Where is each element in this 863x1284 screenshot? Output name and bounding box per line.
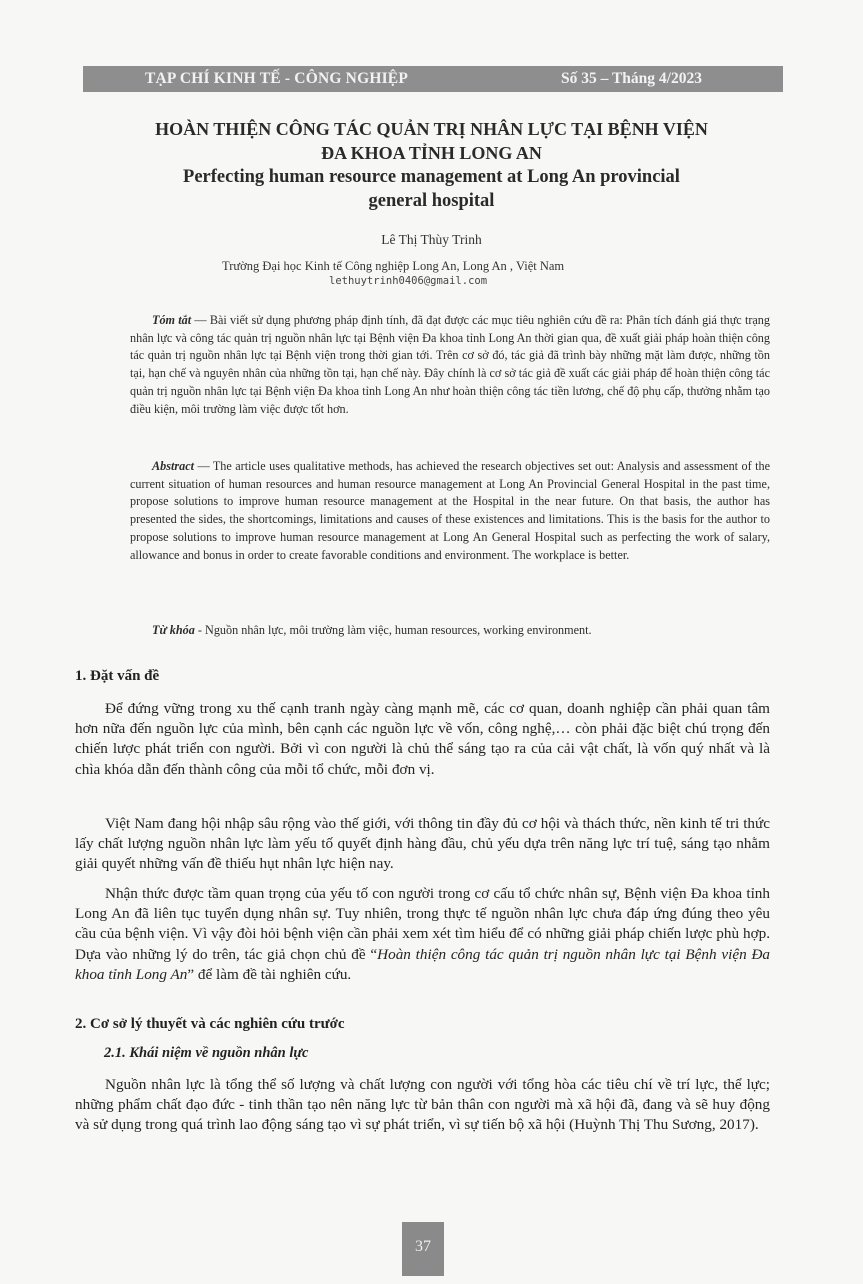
abstract-vn-text: — Bài viết sử dụng phương pháp định tính, đã đạt được các mục tiêu nghiên cứu đề ra: Phân tích đánh giá thực trạng nhân lực và công tác quản trị nguồn nhân lực tại Bệnh viện Đa khoa tỉnh Long An thời gian qua, đề xuất giải pháp hoàn thiện công tác quản trị nguồn nhân lực tại Bệnh viện trong thời gian tới. Trên cơ sở đó, tác giả đã trình bày những mặt làm được, những tồn tại, hạn chế và nguyên nhân của những tồn tại, hạn chế này. Đây chính là cơ sở tác giả đề xuất các giải pháp để hoàn thiện công tác quản trị nguồn nhân lực tại Bệnh viện Đa khoa tỉnh Long An như hoàn thiện công tác tiền lương, chế độ phụ cấp, thưởng nhằm tạo điều kiện, môi trường làm việc được tốt hơn. bbox=[130, 313, 770, 416]
section-1-p3-part-b: ” để làm đề tài nghiên cứu. bbox=[187, 965, 352, 983]
title-vn-line2: ĐA KHOA TỈNH LONG AN bbox=[321, 143, 542, 163]
title-vietnamese bbox=[60, 117, 803, 165]
keywords-label: Từ khóa bbox=[152, 623, 195, 637]
page-number-box bbox=[402, 1222, 444, 1276]
section-1-p3-topic: Hoàn thiện công tác quản trị nguồn nhân lực tại Bệnh viện Đa khoa tỉnh Long An bbox=[75, 945, 771, 983]
title-en-line2: general hospital bbox=[368, 191, 495, 211]
keywords bbox=[130, 622, 770, 640]
abstract-vn-label: Tóm tắt bbox=[152, 313, 192, 327]
journal-header-bar bbox=[83, 66, 783, 92]
journal-name: TẠP CHÍ KINH TẾ - CÔNG NGHIỆP bbox=[145, 70, 409, 87]
abstract-english bbox=[130, 458, 770, 564]
author-name: Lê Thị Thùy Trinh bbox=[381, 232, 482, 247]
abstract-vietnamese bbox=[130, 312, 770, 418]
title-english bbox=[60, 165, 803, 213]
section-1-paragraph-2: Việt Nam đang hội nhập sâu rộng vào thế giới, với thông tin đầy đủ cơ hội và thách thức, nền kinh tế tri thức lấy chất lượng nguồn nhân lực làm yếu tố quyết định hàng đầu, chủ yếu dựa trên năng lực trí tuệ, sáng tạo nhằm giải quyết những vấn đề thiếu hụt nhân lực hiện nay. bbox=[75, 815, 770, 873]
section-1-p3-part-a: Nhận thức được tầm quan trọng của yếu tố con người trong cơ cấu tổ chức nhân sự, Bệnh viện Đa khoa tỉnh Long An đã liên tục tuyển dụng nhân sự. Tuy nhiên, trong thực tế nguồn nhân lực chưa đáp ứng đúng theo yêu cầu của bệnh viện. Vì vậy đòi hỏi bệnh viện cần phải xem xét tìm hiểu để có những giải pháp chiến lược phù hợp. Dựa vào những lý do trên, tác giả chọn chủ đề “ bbox=[75, 885, 770, 963]
section-2-paragraph-1: Nguồn nhân lực là tổng thể số lượng và chất lượng con người với tổng hòa các tiêu chí về trí lực, thể lực; những phẩm chất đạo đức - tinh thần tạo nên năng lực từ bản thân con người mà xã hội đã, đang và sẽ huy động và sử dụng trong quá trình lao động sáng tạo vì sự phát triển, vì sự tiến bộ xã hội (Huỳnh Thị Thu Sương, 2017). bbox=[75, 1076, 770, 1134]
title-en-line1: Perfecting human resource management at Long An provincial bbox=[183, 167, 680, 187]
page-number: 37 bbox=[415, 1238, 431, 1255]
section-2-1-heading: 2.1. Khái niệm về nguồn nhân lực bbox=[104, 1045, 309, 1061]
abstract-en-text: — The article uses qualitative methods, has achieved the research objectives set out: Analysis and assessment of the current situation of human resources and human resource management at Long An Provincial General Hospital in the past time, propose solutions to improve human resource management at the Hospital in the near future. On that basis, the author has presented the sides, the shortcomings, limitations and causes of these existences and limitations. This is the basis for the author to propose solutions to improve human resource management at Long An General Hospital such as perfecting the work of salary, allowance and bonus in order to create favorable conditions and environment. The workplace is better. bbox=[130, 459, 770, 562]
section-1-paragraph-3 bbox=[75, 884, 770, 985]
author-email: lethuytrinh0406@gmail.com bbox=[329, 275, 488, 287]
section-1-heading: 1. Đặt vấn đề bbox=[75, 668, 160, 684]
title-vn-line1: HOÀN THIỆN CÔNG TÁC QUẢN TRỊ NHÂN LỰC TẠI BỆNH VIỆN bbox=[155, 119, 708, 139]
keywords-text: - Nguồn nhân lực, môi trường làm việc, human resources, working environment. bbox=[194, 623, 592, 637]
section-1-paragraph-1: Để đứng vững trong xu thế cạnh tranh ngày càng mạnh mẽ, các cơ quan, doanh nghiệp cần phải quan tâm hơn nữa đến nguồn lực của mình, bên cạnh các nguồn lực về vốn, công nghệ,… còn phải đặc biệt chú trọng đến chiến lược phát triển con người. Bởi vì con người là chủ thể sáng tạo ra của cải vật chất, là vốn quý nhất và là chìa khóa dẫn đến thành công của mỗi tổ chức, mỗi đơn vị. bbox=[75, 700, 770, 778]
abstract-en-label: Abstract bbox=[152, 459, 194, 473]
section-2-heading: 2. Cơ sở lý thuyết và các nghiên cứu trước bbox=[75, 1016, 345, 1032]
issue-info: Số 35 – Tháng 4/2023 bbox=[561, 70, 702, 87]
author-affiliation: Trường Đại học Kinh tế Công nghiệp Long An, Long An , Việt Nam bbox=[222, 259, 565, 273]
